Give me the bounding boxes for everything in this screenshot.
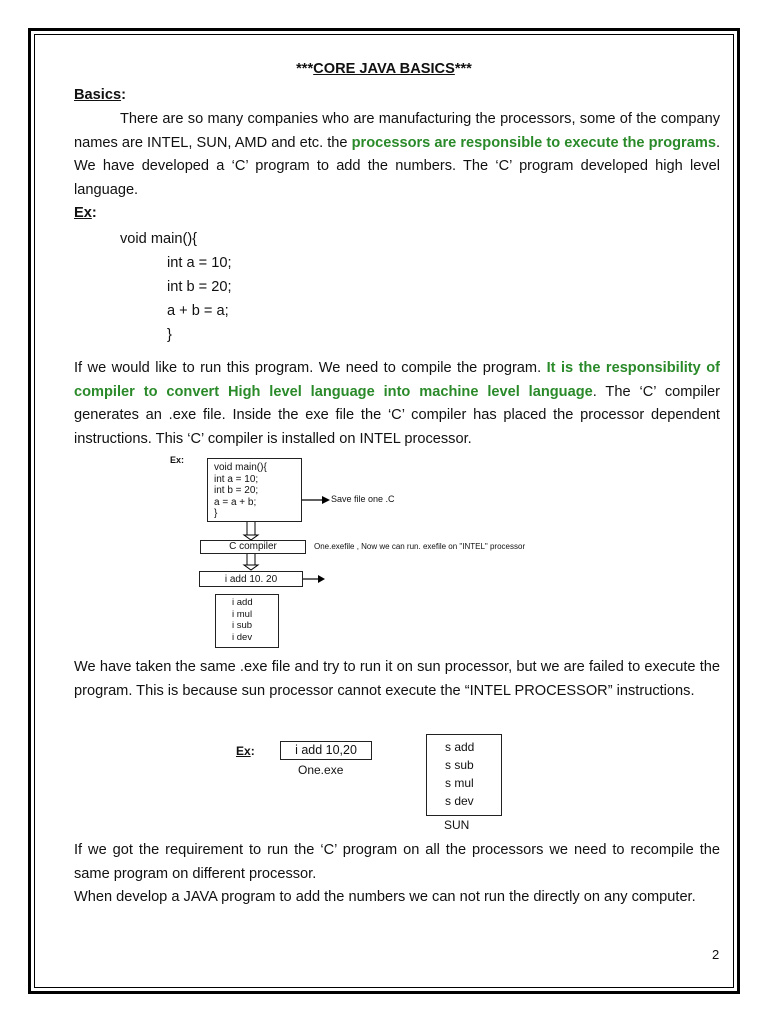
diagram2-sun-label: SUN xyxy=(444,818,470,832)
diagram2-sun-instruction: s sub xyxy=(445,758,474,772)
diagram1-code-line: int a = 10; xyxy=(214,473,259,485)
code-line-1: void main(){ xyxy=(120,231,198,247)
diagram1-code-line: a = a + b; xyxy=(214,496,257,508)
basics-heading: Basics: xyxy=(74,87,126,103)
diagram2-ex-label: Ex: xyxy=(236,744,255,758)
diagram2-sun-box xyxy=(426,734,502,816)
diagram2-exe-name: One.exe xyxy=(298,763,344,777)
code-line-2: int a = 10; xyxy=(167,255,232,271)
paragraph-sun-processor: We have taken the same .exe file and try to run it on sun processor, but we are failed to execute the program. This is because sun processor cannot execute the “INTEL PROCESSOR” instructions. xyxy=(74,659,720,699)
diagram1-code-line: } xyxy=(214,508,218,519)
paragraph-compiler: If we would like to run this program. We need to compile the program. It is the responsibility of compiler to convert High level language into machine level language. The ‘C’ compiler generates an .exe file. Inside the exe file the ‘C’ compiler has placed the processor dependent instructions. This ‘C’ compiler is installed on INTEL processor. xyxy=(74,360,720,447)
diagram1-compiler-box: C compiler xyxy=(200,540,306,554)
diagram1-ex-label: Ex: xyxy=(170,455,185,465)
diagram2-sun-instruction: s mul xyxy=(445,776,474,790)
diagram1-instruction: i dev xyxy=(232,631,253,643)
code-line-3: int b = 20; xyxy=(167,279,232,295)
diagram1-save-label: Save file one .C xyxy=(331,494,395,504)
page-number: 2 xyxy=(712,947,720,962)
diagram2-sun-instruction: s add xyxy=(445,740,475,754)
example-label: Ex: xyxy=(74,205,97,221)
paragraph-recompile: If we got the requirement to run the ‘C’ program on all the processors we need to recompile the same program on different processor. xyxy=(74,842,720,882)
diagram1-code-line: void main(){ xyxy=(214,462,267,473)
diagram1-instruction: i mul xyxy=(232,608,253,620)
diagram2-sun-instruction: s dev xyxy=(445,794,474,808)
paragraph-java: When develop a JAVA program to add the numbers we can not run the directly on any computer. xyxy=(74,889,696,905)
code-line-5: } xyxy=(167,327,172,343)
page-title: ***CORE JAVA BASICS*** xyxy=(296,61,472,77)
diagram1-compiler-note: One.exefile , Now we can run. exefile on "INTEL" processor xyxy=(314,542,526,551)
diagram1-code-line: int b = 20; xyxy=(214,485,259,496)
diagram1-instructions-box xyxy=(215,594,279,648)
diagram1-instruction: i add xyxy=(232,597,253,608)
code-line-4: a + b = a; xyxy=(167,303,229,319)
paragraph-intro: There are so many companies who are manufacturing the processors, some of the company names are INTEL, SUN, AMD and etc. the processors are responsible to execute the programs. We have developed a ‘C’ program to add the numbers. The ‘C’ program developed high level language. xyxy=(74,111,720,198)
diagram2-exe-box: i add 10,20 xyxy=(280,741,372,760)
diagram1-exe-box: i add 10. 20 xyxy=(199,571,303,587)
diagram1-instruction: i sub xyxy=(232,620,253,631)
